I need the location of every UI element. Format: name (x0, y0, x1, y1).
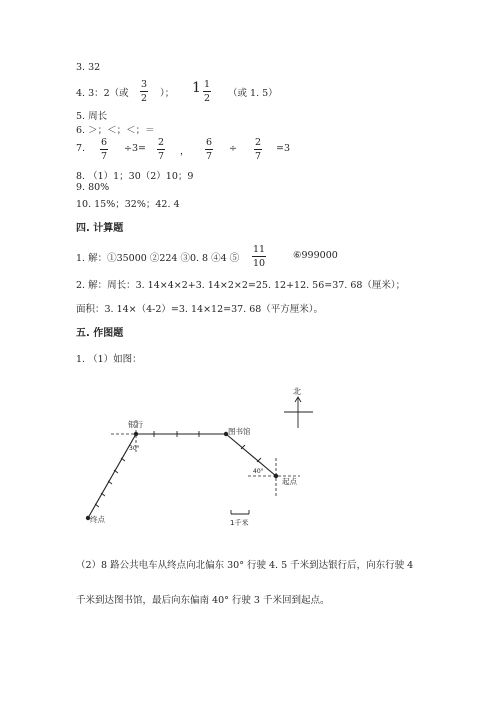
guide-lines (111, 420, 300, 498)
fraction-numerator: 11 (253, 244, 266, 255)
answer-6: 6. ＞；＜；＜；＝ (76, 125, 155, 136)
answer-7-prefix: 7. (76, 143, 86, 154)
fraction-numerator: 2 (255, 137, 262, 148)
section-4-q3: 面积：3. 14×（4-2）=3. 14×12=37. 68（平方厘米）。 (76, 304, 324, 315)
fraction-denominator: 2 (204, 92, 211, 104)
scale-label: 1千米 (230, 519, 249, 527)
answer-8: 8. （1）1；30（2）10；9 (76, 171, 194, 182)
fraction-denominator: 7 (101, 150, 108, 162)
answer-7-comma: ， (180, 146, 190, 157)
section-5-q1: 1. （1）如图： (76, 354, 142, 365)
section-5-q2-line1: （2）8 路公共电车从终点向北偏东 30° 行驶 4. 5 千米到达银行后，向东行驶 4 (76, 560, 414, 571)
answer-7-op1: ÷3= (124, 143, 146, 154)
fraction-numerator: 6 (206, 137, 213, 148)
fraction-denominator: 7 (158, 150, 165, 162)
section-4-title: 四. 计算题 (76, 223, 124, 234)
fraction-numerator: 6 (101, 137, 108, 148)
fraction-numerator: 2 (158, 137, 165, 148)
section-4-q1-prefix: 1. 解：①35000 ②224 ③0. 8 ④4 ⑤ (76, 253, 240, 264)
answer-9: 9. 80% (76, 182, 110, 193)
answer-4-suffix: （或 1. 5） (228, 88, 278, 99)
scale-bar (231, 510, 249, 514)
bank-label: 银行 (128, 420, 143, 429)
fraction-numerator: 3 (141, 79, 148, 90)
answer-4-mid: ）； (160, 88, 175, 99)
north-label: 北 (293, 387, 301, 396)
start-angle-label: 40° (253, 468, 264, 475)
answer-5: 5. 周长 (76, 111, 108, 122)
library-label: 图书馆 (228, 427, 251, 436)
end-label: 终点 (90, 515, 105, 524)
answer-10: 10. 15%；32%；42. 4 (76, 199, 180, 210)
answer-3: 3. 32 (76, 62, 101, 73)
answer-4-prefix: 4. 3：2（或 (76, 88, 129, 99)
bank-point (134, 432, 138, 436)
start-label: 起点 (282, 477, 297, 486)
fraction-denominator: 10 (253, 257, 266, 269)
answer-4-mixed-whole: 1 (192, 80, 201, 96)
fraction-denominator: 2 (141, 92, 148, 104)
section-5-q2-line2: 千米到达图书馆，最后向东偏南 40° 行驶 3 千米回到起点。 (76, 595, 330, 606)
fraction-numerator: 1 (204, 79, 211, 90)
bank-angle-label: 30° (129, 445, 140, 452)
fraction-denominator: 7 (206, 150, 213, 162)
compass (284, 397, 313, 428)
route-library-to-start (226, 434, 276, 476)
answer-7-result: =3 (276, 143, 291, 154)
section-5-title: 五. 作图题 (76, 328, 124, 339)
section-4-q1-suffix: ⑥999000 (293, 250, 338, 261)
fraction-denominator: 7 (255, 150, 262, 162)
answer-7-op2: ÷ (229, 143, 237, 154)
section-4-q2: 2. 解：周长：3. 14×4×2+3. 14×2×2=25. 12+12. 56=37. 68（厘米）； (76, 280, 406, 291)
start-point (274, 474, 278, 478)
